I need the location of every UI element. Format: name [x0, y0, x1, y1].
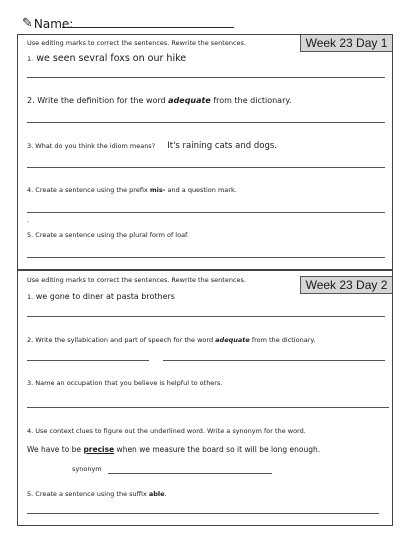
question-text: we seen sevral foxs on our hike	[36, 53, 187, 64]
question-text: Write the definition for the word	[37, 96, 169, 105]
question-text: Use context clues to figure out the underlined word. Write a synonym for the word.	[35, 427, 306, 435]
question-text: Name an occupation that you believe is helpful to others.	[35, 379, 223, 387]
question-number: 2.	[27, 96, 35, 105]
day2-instructions: Use editing marks to correct the sentences. Rewrite the sentences.	[27, 276, 246, 284]
sentence-text: We have to be	[27, 445, 84, 454]
question-text: from the dictionary.	[210, 96, 292, 105]
question-number: 4.	[27, 427, 34, 435]
suffix-word: able	[148, 490, 165, 498]
stray-mark: ,	[27, 217, 29, 224]
question-text: and a question mark.	[165, 186, 237, 194]
question-number: 5.	[27, 490, 34, 498]
day2-question-3	[27, 379, 222, 387]
day1-section	[17, 34, 393, 270]
question-number: 2.	[27, 336, 34, 344]
question-number: 1.	[27, 55, 34, 63]
question-text: Create a sentence using the suffix	[35, 490, 149, 498]
day2-part-of-speech-line[interactable]	[163, 360, 385, 361]
day2-answer-line-3[interactable]	[27, 407, 389, 408]
day2-syllabication-line[interactable]	[27, 360, 149, 361]
day2-question-5	[27, 490, 167, 498]
day1-answer-line-1[interactable]	[27, 77, 385, 78]
synonym-label: synonym	[72, 465, 102, 473]
underlined-word: precise	[83, 445, 115, 454]
day2-question-2	[27, 336, 315, 344]
day2-context-sentence	[27, 445, 320, 454]
day2-answer-line-1[interactable]	[27, 316, 385, 317]
day1-answer-line-5[interactable]	[27, 257, 385, 258]
day1-question-1	[27, 53, 186, 64]
vocab-word: adequate	[168, 96, 211, 105]
day1-answer-line-4[interactable]	[27, 212, 385, 213]
question-text: Create a sentence using the prefix	[35, 186, 150, 194]
question-text: Create a sentence using the plural form of loaf.	[35, 231, 189, 239]
day2-answer-line-5[interactable]	[27, 513, 379, 514]
day1-question-3	[27, 141, 277, 151]
day2-question-1	[27, 292, 175, 301]
day2-question-4	[27, 427, 306, 435]
question-text: What do you think the idiom means?	[35, 142, 156, 150]
prefix-word: mis-	[149, 186, 166, 194]
idiom-text: It's raining cats and dogs.	[167, 141, 277, 151]
name-answer-line[interactable]	[62, 27, 234, 28]
day1-question-5	[27, 231, 189, 239]
vocab-word: adequate	[215, 336, 250, 344]
question-text: .	[164, 490, 167, 498]
pencil-icon: ✎	[22, 16, 33, 31]
day2-section	[17, 270, 393, 526]
question-number: 3.	[27, 142, 34, 150]
day1-answer-line-2[interactable]	[27, 122, 385, 123]
synonym-answer-line[interactable]	[108, 473, 272, 474]
day1-question-4	[27, 186, 237, 194]
question-text: Write the syllabication and part of speech for the word	[35, 336, 216, 344]
day1-answer-line-3[interactable]	[27, 167, 385, 168]
question-text: from the dictionary.	[249, 336, 316, 344]
day1-instructions: Use editing marks to correct the sentences. Rewrite the sentences.	[27, 39, 246, 47]
day1-badge: Week 23 Day 1	[300, 35, 392, 52]
question-number: 3.	[27, 379, 34, 387]
day1-question-2	[27, 96, 292, 105]
name-label: Name:	[33, 17, 74, 31]
question-number: 1.	[27, 293, 34, 301]
day2-badge: Week 23 Day 2	[300, 276, 392, 294]
question-number: 5.	[27, 231, 34, 239]
sentence-text: when we measure the board so it will be long enough.	[114, 445, 321, 454]
question-number: 4.	[27, 186, 34, 194]
question-text: we gone to diner at pasta brothers	[35, 292, 175, 301]
